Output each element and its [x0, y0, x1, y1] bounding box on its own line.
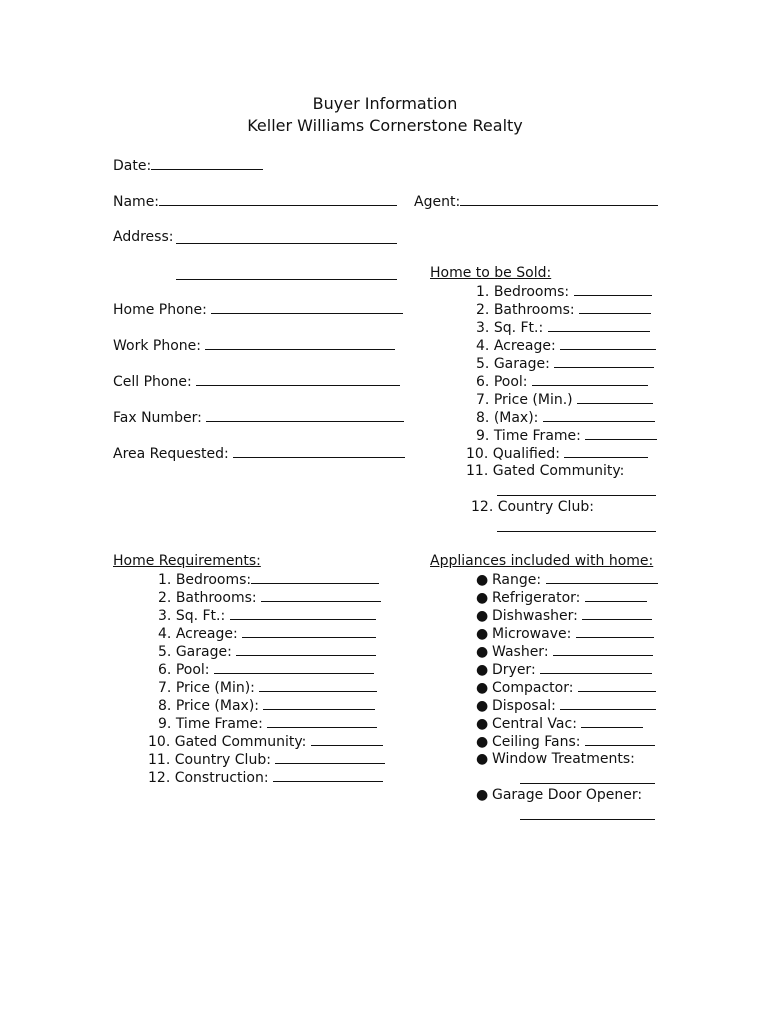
address-line-2[interactable]	[176, 279, 397, 280]
appliance-item-ceiling-fans	[476, 733, 655, 750]
sold-item-label: (Max):	[493, 410, 539, 426]
date-label: Date:	[113, 158, 152, 174]
appliance-label: Window Treatments:	[492, 751, 635, 767]
req-item-number: 11.	[148, 752, 171, 768]
sold-country-club-input-line[interactable]	[497, 531, 656, 532]
req-item-label: Garage:	[175, 644, 232, 660]
req-construction-input-line[interactable]	[273, 769, 383, 782]
appliance-ceiling-fans-input-line[interactable]	[585, 733, 655, 746]
agent-input-line[interactable]	[460, 193, 658, 206]
sold-item-time-frame	[476, 427, 657, 444]
bullet-icon: ●	[476, 572, 489, 588]
appliance-central-vac-input-line[interactable]	[581, 715, 643, 728]
area-requested-input-line[interactable]	[233, 445, 405, 458]
cell-phone-label: Cell Phone:	[113, 374, 192, 390]
bullet-icon: ●	[476, 626, 489, 642]
req-item-price-min	[158, 679, 377, 696]
sold-item-label: Gated Community:	[492, 463, 625, 479]
sold-item-pool	[476, 373, 648, 390]
sold-item-label: Time Frame:	[493, 428, 581, 444]
sold-item-price-max	[476, 409, 655, 426]
req-item-number: 3.	[158, 608, 172, 624]
bullet-icon: ●	[476, 644, 489, 660]
appliance-item-garage-door-opener	[476, 787, 642, 803]
sold-sqft-input-line[interactable]	[548, 319, 650, 332]
sold-item-label: Qualified:	[492, 446, 561, 462]
area-requested-field-row	[113, 445, 405, 462]
bullet-icon: ●	[476, 787, 489, 803]
appliance-label: Disposal:	[492, 698, 556, 714]
req-pool-input-line[interactable]	[214, 661, 374, 674]
appliance-disposal-input-line[interactable]	[560, 697, 656, 710]
bullet-icon: ●	[476, 698, 489, 714]
sold-price-max-input-line[interactable]	[543, 409, 655, 422]
appliance-refrigerator-input-line[interactable]	[585, 589, 647, 602]
appliance-label: Central Vac:	[492, 716, 577, 732]
req-item-label: Pool:	[175, 662, 210, 678]
sold-item-label: Garage:	[493, 356, 550, 372]
fax-number-label: Fax Number:	[113, 410, 202, 426]
home-phone-input-line[interactable]	[211, 301, 403, 314]
req-item-label: Bedrooms:	[175, 572, 252, 588]
appliances-heading: Appliances included with home:	[430, 553, 654, 569]
sold-time-frame-input-line[interactable]	[585, 427, 657, 440]
name-input-line[interactable]	[159, 193, 397, 206]
req-item-price-max	[158, 697, 375, 714]
req-item-label: Acreage:	[175, 626, 238, 642]
req-item-number: 5.	[158, 644, 172, 660]
req-item-bedrooms	[158, 571, 379, 588]
bullet-icon: ●	[476, 734, 489, 750]
req-bedrooms-input-line[interactable]	[251, 571, 379, 584]
cell-phone-input-line[interactable]	[196, 373, 400, 386]
req-item-garage	[158, 643, 376, 660]
appliance-item-microwave	[476, 625, 654, 642]
fax-number-field-row	[113, 409, 404, 426]
sold-item-qualified	[466, 445, 648, 462]
req-item-construction	[148, 769, 383, 786]
req-garage-input-line[interactable]	[236, 643, 376, 656]
appliance-item-disposal	[476, 697, 656, 714]
sold-item-number: 10.	[466, 446, 489, 462]
sold-item-label: Acreage:	[493, 338, 556, 354]
sold-acreage-input-line[interactable]	[560, 337, 656, 350]
sold-item-label: Price (Min.)	[493, 392, 573, 408]
req-gated-community-input-line[interactable]	[311, 733, 383, 746]
appliance-washer-input-line[interactable]	[553, 643, 653, 656]
req-time-frame-input-line[interactable]	[267, 715, 377, 728]
appliance-label: Range:	[492, 572, 542, 588]
req-country-club-input-line[interactable]	[275, 751, 385, 764]
appliance-item-range	[476, 571, 658, 588]
appliance-item-dryer	[476, 661, 652, 678]
req-item-sqft	[158, 607, 376, 624]
appliance-compactor-input-line[interactable]	[578, 679, 656, 692]
sold-pool-input-line[interactable]	[532, 373, 648, 386]
appliance-label: Dryer:	[492, 662, 536, 678]
name-label: Name:	[113, 194, 160, 210]
sold-item-number: 8.	[476, 410, 490, 426]
address-line-1[interactable]	[176, 243, 397, 244]
appliance-label: Ceiling Fans:	[492, 734, 581, 750]
sold-item-number: 4.	[476, 338, 490, 354]
req-sqft-input-line[interactable]	[230, 607, 376, 620]
address-label: Address:	[113, 229, 174, 245]
appliance-label: Compactor:	[492, 680, 574, 696]
appliance-label: Washer:	[492, 644, 549, 660]
sold-price-min-input-line[interactable]	[577, 391, 653, 404]
req-price-min-input-line[interactable]	[259, 679, 377, 692]
sold-item-number: 5.	[476, 356, 490, 372]
sold-item-number: 3.	[476, 320, 490, 336]
req-bathrooms-input-line[interactable]	[261, 589, 381, 602]
address-field-row	[113, 229, 173, 245]
sold-item-number: 7.	[476, 392, 490, 408]
appliance-range-input-line[interactable]	[546, 571, 658, 584]
req-item-number: 12.	[148, 770, 171, 786]
appliance-label: Microwave:	[492, 626, 572, 642]
area-requested-label: Area Requested:	[113, 446, 229, 462]
home-phone-label: Home Phone:	[113, 302, 207, 318]
sold-qualified-input-line[interactable]	[564, 445, 648, 458]
appliance-garage-door-opener-input-line[interactable]	[520, 819, 655, 820]
sold-item-number: 12.	[471, 499, 494, 515]
sold-bedrooms-input-line[interactable]	[574, 283, 652, 296]
req-acreage-input-line[interactable]	[242, 625, 376, 638]
req-item-label: Construction:	[174, 770, 269, 786]
sold-item-bathrooms	[476, 301, 651, 318]
sold-item-label: Bedrooms:	[493, 284, 570, 300]
sold-item-gated-community	[466, 463, 624, 479]
req-item-number: 10.	[148, 734, 171, 750]
req-item-time-frame	[158, 715, 377, 732]
req-item-number: 7.	[158, 680, 172, 696]
req-item-number: 2.	[158, 590, 172, 606]
appliance-item-compactor	[476, 679, 656, 696]
sold-gated-community-input-line[interactable]	[497, 495, 656, 496]
appliance-microwave-input-line[interactable]	[576, 625, 654, 638]
bullet-icon: ●	[476, 751, 489, 767]
req-item-label: Gated Community:	[174, 734, 307, 750]
req-item-number: 4.	[158, 626, 172, 642]
sold-item-number: 11.	[466, 463, 489, 479]
appliance-label: Refrigerator:	[492, 590, 581, 606]
req-item-label: Country Club:	[174, 752, 271, 768]
sold-garage-input-line[interactable]	[554, 355, 654, 368]
sold-item-label: Bathrooms:	[493, 302, 575, 318]
appliance-item-refrigerator	[476, 589, 647, 606]
req-price-max-input-line[interactable]	[263, 697, 375, 710]
work-phone-input-line[interactable]	[205, 337, 395, 350]
sold-item-acreage	[476, 337, 656, 354]
sold-item-bedrooms	[476, 283, 652, 300]
appliance-window-treatments-input-line[interactable]	[520, 783, 655, 784]
form-subtitle: Keller Williams Cornerstone Realty	[247, 116, 523, 135]
sold-item-label: Country Club:	[497, 499, 594, 515]
sold-item-number: 2.	[476, 302, 490, 318]
req-item-label: Time Frame:	[175, 716, 263, 732]
home-requirements-heading: Home Requirements:	[113, 553, 261, 569]
req-item-number: 8.	[158, 698, 172, 714]
req-item-gated-community	[148, 733, 383, 750]
appliance-item-window-treatments	[476, 751, 635, 767]
sold-bathrooms-input-line[interactable]	[579, 301, 651, 314]
sold-item-label: Pool:	[493, 374, 528, 390]
bullet-icon: ●	[476, 662, 489, 678]
req-item-acreage	[158, 625, 376, 642]
appliance-label: Dishwasher:	[492, 608, 578, 624]
req-item-label: Price (Min):	[175, 680, 255, 696]
date-field-row	[113, 157, 263, 174]
form-title: Buyer Information	[312, 94, 458, 113]
bullet-icon: ●	[476, 680, 489, 696]
appliance-item-washer	[476, 643, 653, 660]
appliance-dishwasher-input-line[interactable]	[582, 607, 652, 620]
sold-item-garage	[476, 355, 654, 372]
bullet-icon: ●	[476, 608, 489, 624]
cell-phone-field-row	[113, 373, 400, 390]
work-phone-label: Work Phone:	[113, 338, 201, 354]
fax-number-input-line[interactable]	[206, 409, 404, 422]
req-item-country-club	[148, 751, 385, 768]
sold-item-sqft	[476, 319, 650, 336]
home-phone-field-row	[113, 301, 403, 318]
home-to-be-sold-heading: Home to be Sold:	[430, 265, 552, 281]
sold-item-number: 9.	[476, 428, 490, 444]
req-item-label: Sq. Ft.:	[175, 608, 226, 624]
req-item-label: Price (Max):	[175, 698, 259, 714]
sold-item-country-club	[471, 499, 594, 515]
req-item-pool	[158, 661, 374, 678]
req-item-number: 1.	[158, 572, 172, 588]
appliance-dryer-input-line[interactable]	[540, 661, 652, 674]
req-item-number: 6.	[158, 662, 172, 678]
appliance-item-dishwasher	[476, 607, 652, 624]
req-item-label: Bathrooms:	[175, 590, 257, 606]
appliance-label: Garage Door Opener:	[492, 787, 643, 803]
agent-label: Agent:	[414, 194, 461, 210]
agent-field-row	[414, 193, 658, 210]
req-item-bathrooms	[158, 589, 381, 606]
bullet-icon: ●	[476, 590, 489, 606]
date-input-line[interactable]	[151, 157, 263, 170]
sold-item-price-min	[476, 391, 653, 408]
bullet-icon: ●	[476, 716, 489, 732]
name-field-row	[113, 193, 397, 210]
appliance-item-central-vac	[476, 715, 643, 732]
sold-item-number: 6.	[476, 374, 490, 390]
req-item-number: 9.	[158, 716, 172, 732]
sold-item-number: 1.	[476, 284, 490, 300]
work-phone-field-row	[113, 337, 395, 354]
sold-item-label: Sq. Ft.:	[493, 320, 544, 336]
